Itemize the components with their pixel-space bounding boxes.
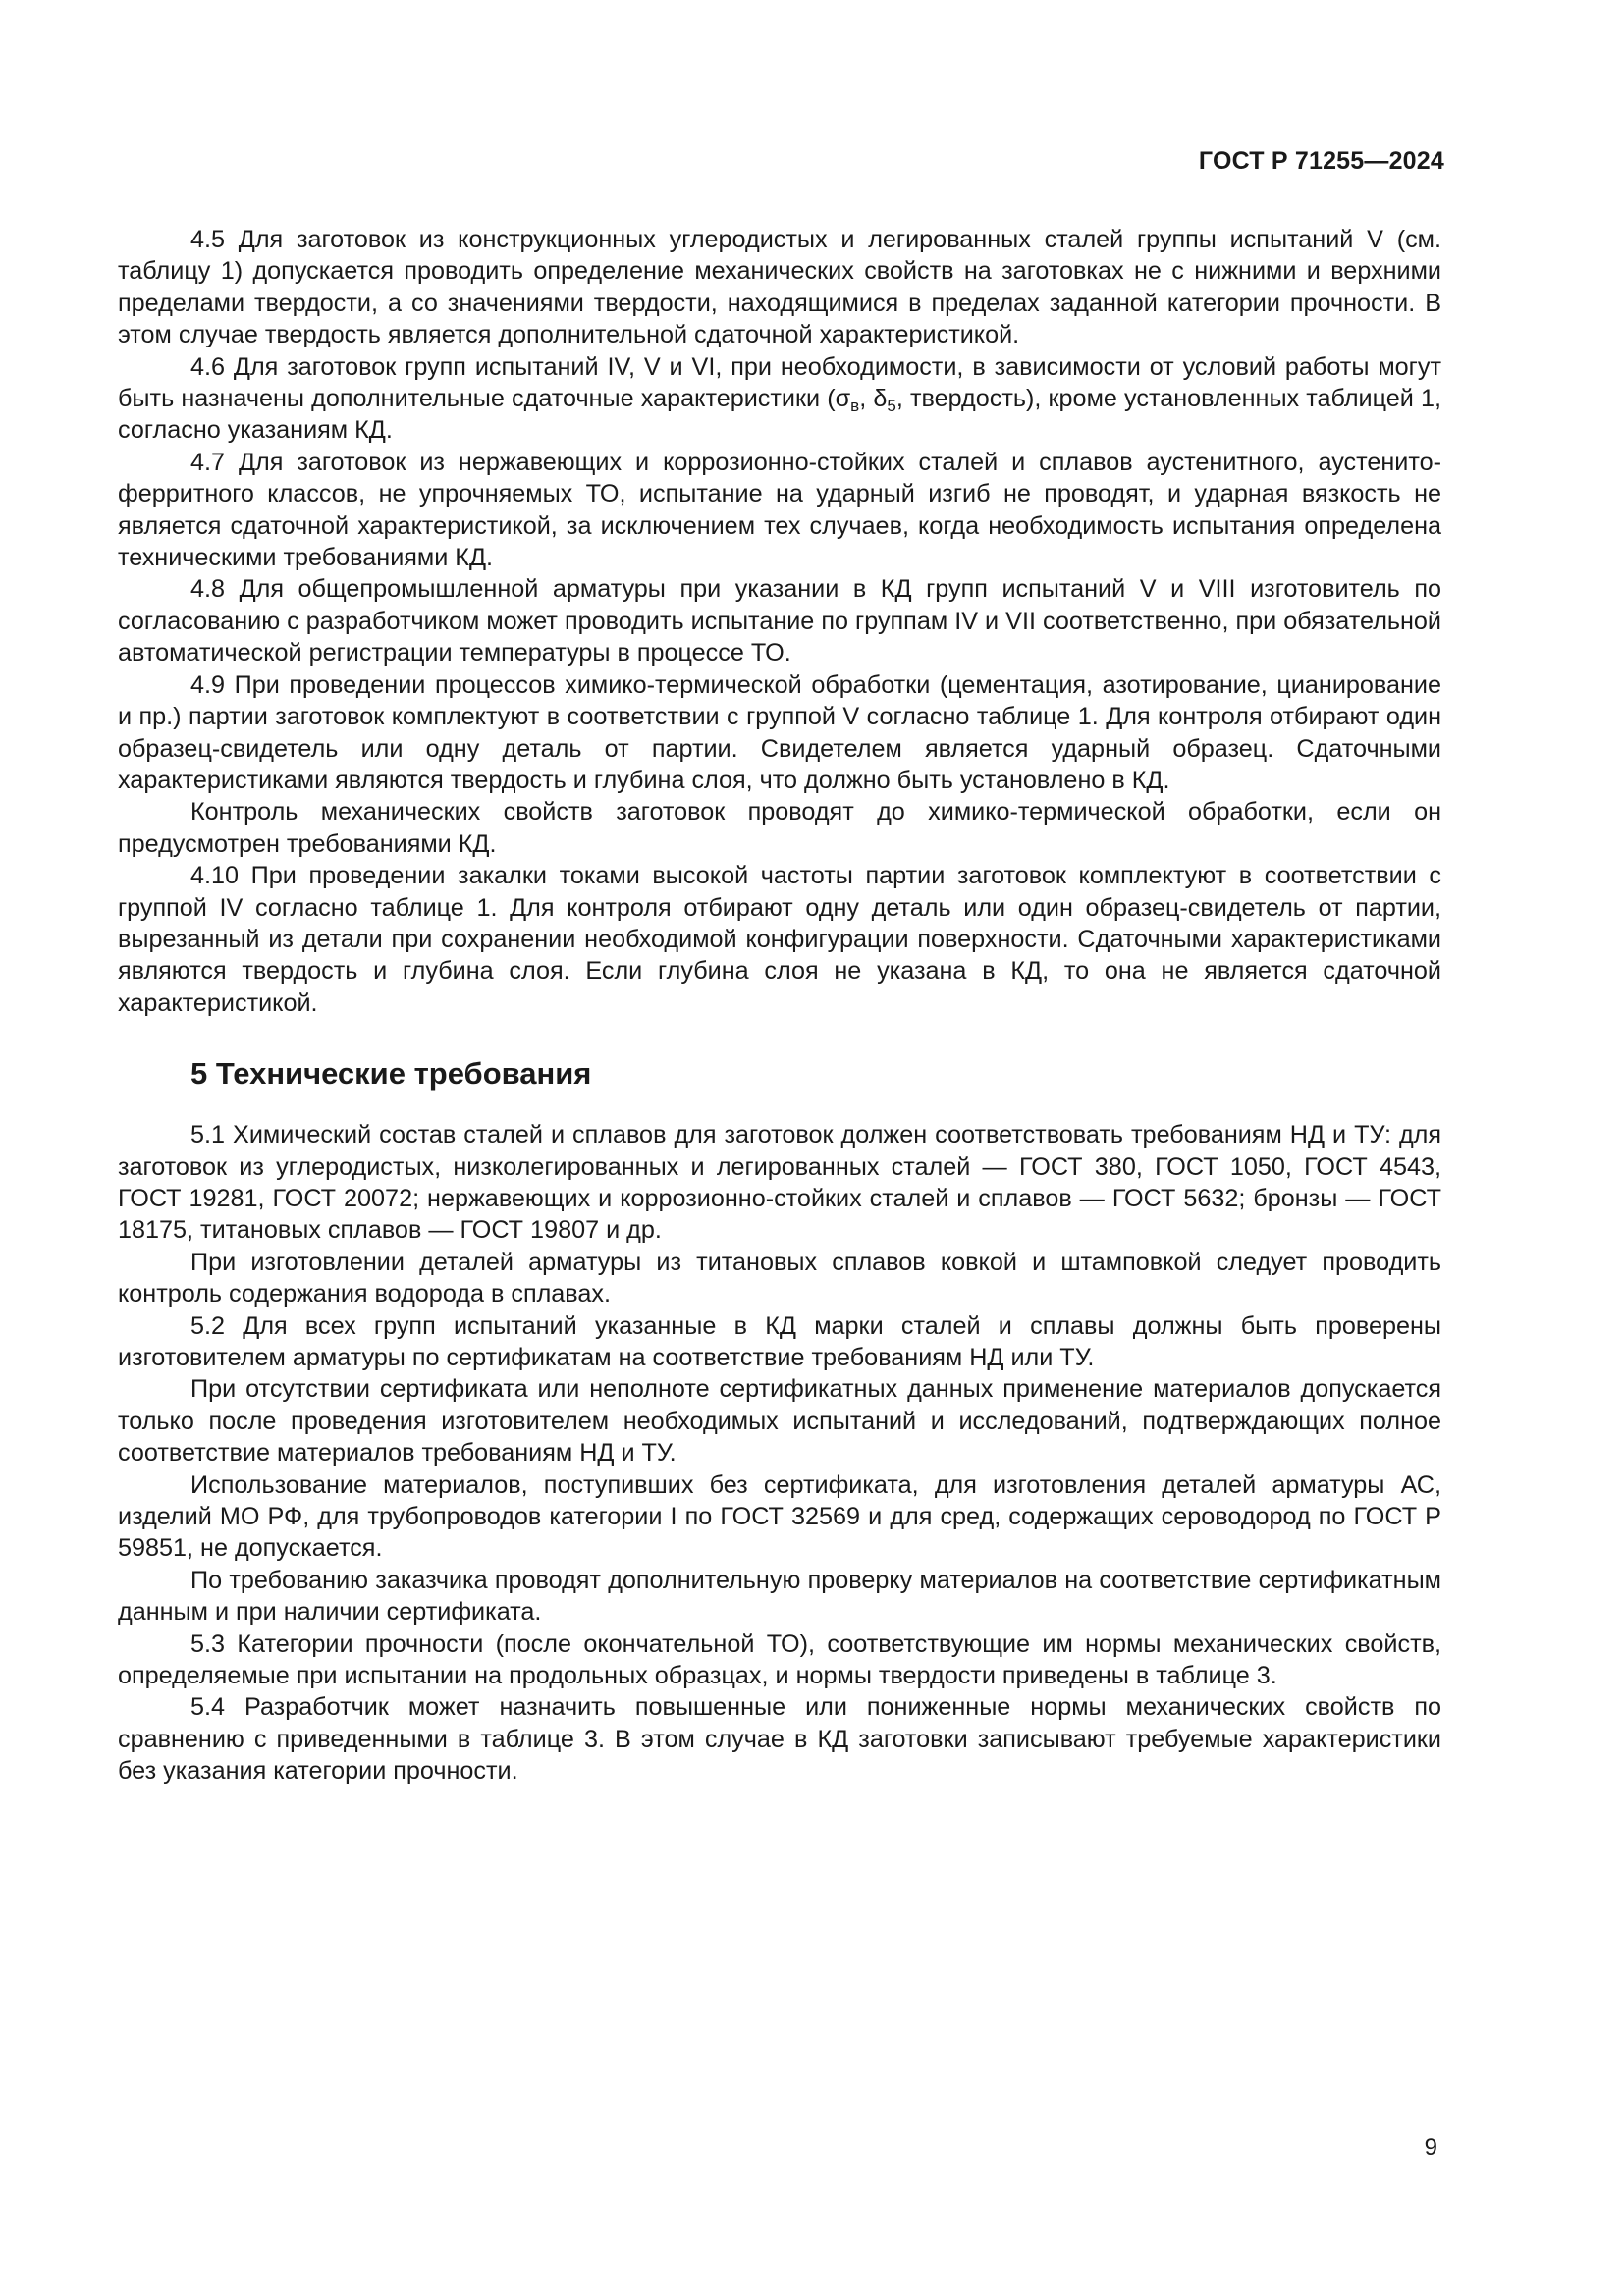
paragraph-5-3: 5.3 Категории прочности (после окончательной ТО), соответствующие им нормы механических свойств, определяемые при испытании на продольных образцах, и нормы твердости приведены в таблице 3. (118, 1629, 1441, 1690)
paragraph-4-6-text-end: , твердость), кроме установленных таблицей 1, согласно указаниям КД. (118, 385, 1441, 445)
paragraph-5-1: 5.1 Химический состав сталей и сплавов для заготовок должен соответствовать требованиям НД и ТУ: для заготовок из углеродистых, низколегированных и легированных сталей — ГОСТ 380, ГОСТ 1050, ГОСТ 4543, ГОСТ 19281, ГОСТ 20072; нержавеющих и коррозионно-стойких сталей и сплавов — ГОСТ 5632; бронзы — ГОСТ 18175, титановых сплавов — ГОСТ 19807 и др. (118, 1121, 1441, 1245)
paragraph-5-2: 5.2 Для всех групп испытаний указанные в КД марки сталей и сплавы должны быть проверены изготовителем арматуры по сертификатам на соответствие требованиям НД или ТУ. (118, 1311, 1441, 1371)
paragraph-5-2-no-certificate: При отсутствии сертификата или неполноте сертификатных данных применение материалов допускается только после проведения изготовителем необходимых испытаний и исследований, подтверждающих полное соответствие материалов требованиям НД и ТУ. (118, 1375, 1441, 1468)
paragraph-5-1-titanium: При изготовлении деталей арматуры из титановых сплавов ковкой и штамповкой следует проводить контроль содержания водорода в сплавах. (118, 1248, 1441, 1308)
document-body (118, 224, 1441, 1788)
paragraph-4-6-text-start: 4.6 Для заготовок групп испытаний IV, V и VI, при необходимости, в зависимости от условий работы могут быть назначены дополнительные сдаточные характеристики (σ (118, 352, 1441, 413)
sigma-subscript: в (850, 397, 860, 416)
paragraph-4-9-control: Контроль механических свойств заготовок проводят до химико-термической обработки, если он предусмотрен требованиями КД. (118, 798, 1441, 858)
paragraph-4-8: 4.8 Для общепромышленной арматуры при указании в КД групп испытаний V и VIII изготовитель по согласованию с разработчиком может проводить испытание по группам IV и VII соответственно, при обязательной автоматической регистрации температуры в процессе ТО. (118, 575, 1441, 667)
document-id-header: ГОСТ Р 71255—2024 (1198, 147, 1444, 175)
paragraph-4-5: 4.5 Для заготовок из конструкционных углеродистых и легированных сталей группы испытаний V (см. таблицу 1) допускается проводить определение механических свойств на заготовках не с нижними и верхними пределами твердости, а со значениями твердости, находящимися в пределах заданной категории прочности. В этом случае твердость является дополнительной сдаточной характеристикой. (118, 226, 1441, 349)
paragraph-5-2-customer-check: По требованию заказчика проводят дополнительную проверку материалов на соответствие сертификатным данным и при наличии сертификата. (118, 1566, 1441, 1627)
paragraph-4-6 (118, 351, 1441, 447)
section-5-heading: 5 Технические требования (190, 1056, 592, 1092)
delta-subscript: 5 (887, 397, 896, 416)
paragraph-4-10: 4.10 При проведении закалки токами высокой частоты партии заготовок комплектуют в соответствии с группой IV согласно таблице 1. Для контроля отбирают одну деталь или один образец-свидетель от партии, вырезанный из детали при сохранении необходимой конфигурации поверхности. Сдаточными характеристиками являются твердость и глубина слоя. Если глубина слоя не указана в КД, то она не является сдаточной характеристикой. (118, 862, 1441, 1017)
paragraph-5-2-prohibited: Использование материалов, поступивших без сертификата, для изготовления деталей арматуры АС, изделий МО РФ, для трубопроводов категории I по ГОСТ 32569 и для сред, содержащих сероводород по ГОСТ Р 59851, не допускается. (118, 1470, 1441, 1563)
paragraph-5-4: 5.4 Разработчик может назначить повышенные или пониженные нормы механических свойств по сравнению с приведенными в таблице 3. В этом случае в КД заготовки записывают требуемые характеристики без указания категории прочности. (118, 1693, 1441, 1786)
paragraph-4-6-text-mid: , δ (859, 385, 888, 413)
page-number: 9 (1424, 2134, 1437, 2161)
paragraph-4-7: 4.7 Для заготовок из нержавеющих и коррозионно-стойких сталей и сплавов аустенитного, аустенито-ферритного классов, не упрочняемых ТО, испытание на ударный изгиб не проводят, и ударная вязкость не является сдаточной характеристикой, за исключением тех случаев, когда необходимость испытания определена техническими требованиями КД. (118, 448, 1441, 572)
paragraph-4-9: 4.9 При проведении процессов химико-термической обработки (цементация, азотирование, цианирование и пр.) партии заготовок комплектуют в соответствии с группой V согласно таблице 1. Для контроля отбирают один образец-свидетель или одну деталь от партии. Свидетелем является ударный образец. Сдаточными характеристиками являются твердость и глубина слоя, что должно быть установлено в КД. (118, 670, 1441, 794)
